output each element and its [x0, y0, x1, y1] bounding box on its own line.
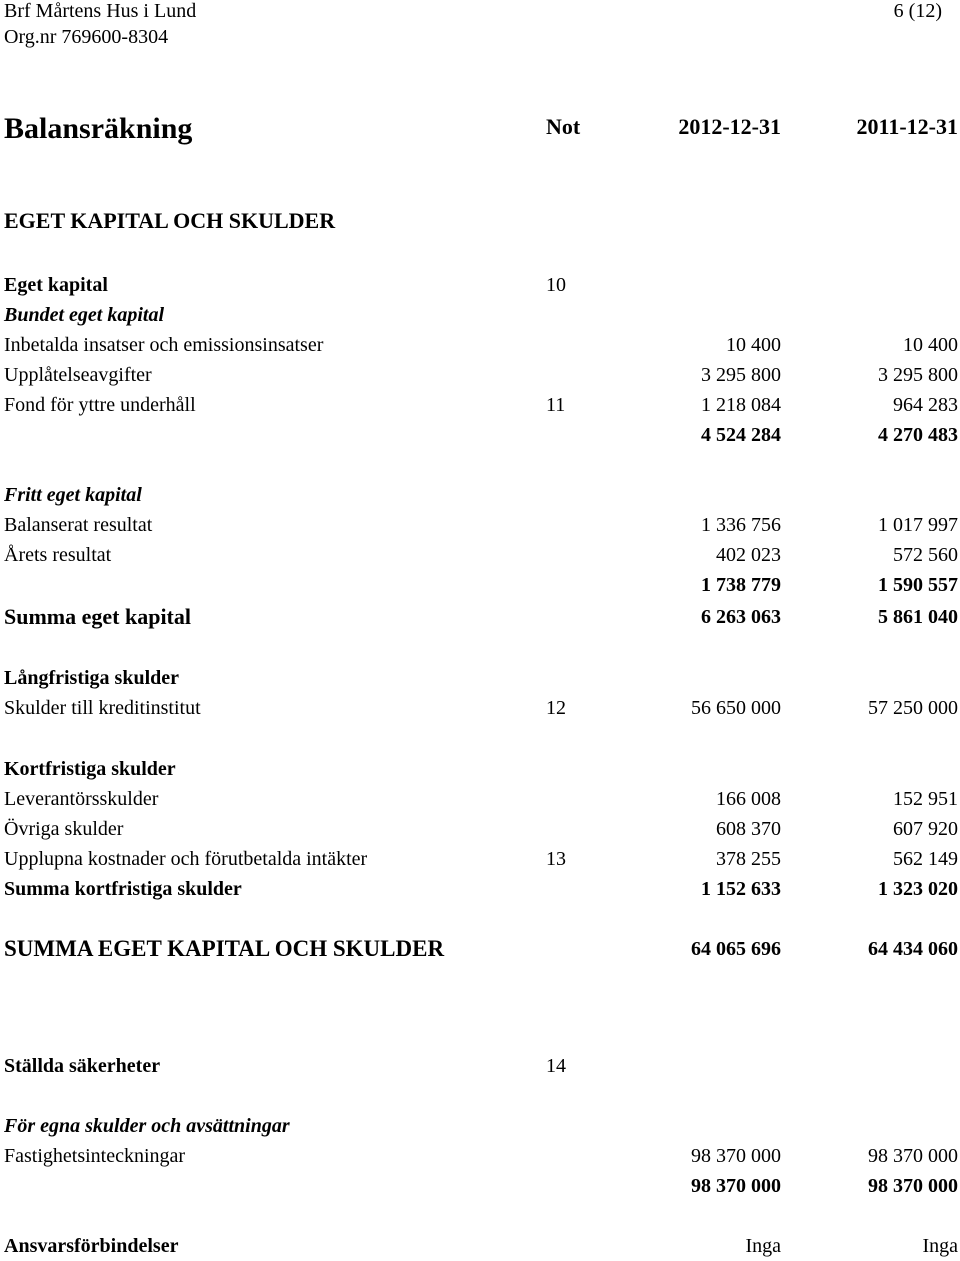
- row-value-previous: 572 560: [893, 544, 958, 566]
- row-label: Leverantörsskulder: [4, 788, 159, 810]
- row-label: Årets resultat: [4, 544, 112, 566]
- page-number: 6 (12): [893, 0, 942, 22]
- row-ovriga-skulder: [0, 814, 960, 844]
- row-eget-kapital: [0, 270, 960, 300]
- column-header-current: 2012-12-31: [678, 114, 781, 139]
- row-value-current: 98 370 000: [691, 1175, 781, 1197]
- row-label: Fastighetsinteckningar: [4, 1145, 186, 1167]
- org-number: Org.nr 769600-8304: [4, 26, 169, 48]
- row-value-previous: 1 590 557: [878, 574, 958, 596]
- row-value-previous: 1 323 020: [878, 878, 958, 900]
- row-subtotal-fritt: [0, 570, 960, 600]
- row-value-current: 166 008: [716, 788, 781, 810]
- row-fond-yttre-underhall: [0, 390, 960, 420]
- section-title: EGET KAPITAL OCH SKULDER: [4, 208, 336, 233]
- row-upplatelseavgifter: [0, 360, 960, 390]
- row-label: Summa eget kapital: [4, 604, 191, 629]
- row-value-previous: Inga: [922, 1235, 958, 1257]
- row-label: SUMMA EGET KAPITAL OCH SKULDER: [4, 936, 445, 961]
- row-label: Långfristiga skulder: [4, 667, 180, 689]
- row-balanserat-resultat: [0, 510, 960, 540]
- row-value-current: 98 370 000: [691, 1145, 781, 1167]
- row-summa-eget-kapital: [0, 602, 960, 632]
- row-value-previous: 10 400: [903, 334, 958, 356]
- row-for-egna-skulder: [0, 1111, 960, 1141]
- row-leverantorsskulder: [0, 784, 960, 814]
- column-header-note: Not: [546, 114, 581, 139]
- row-note: 13: [546, 848, 566, 870]
- row-label: Upplåtelseavgifter: [4, 364, 152, 386]
- row-label: Skulder till kreditinstitut: [4, 697, 201, 719]
- row-value-current: 3 295 800: [701, 364, 781, 386]
- row-label: Balanserat resultat: [4, 514, 153, 536]
- row-label: Kortfristiga skulder: [4, 758, 176, 780]
- row-value-current: 378 255: [716, 848, 781, 870]
- row-value-current: 1 336 756: [701, 514, 781, 536]
- row-value-current: 6 263 063: [701, 606, 781, 628]
- row-langfristiga-skulder: [0, 663, 960, 693]
- page-title: Balansräkning: [4, 112, 193, 145]
- row-label: Summa kortfristiga skulder: [4, 878, 242, 900]
- row-summa-kortfristiga: [0, 874, 960, 904]
- row-fastighetsinteckningar: [0, 1141, 960, 1171]
- row-stallda-sakerheter: [0, 1051, 960, 1081]
- row-value-previous: 64 434 060: [868, 938, 958, 960]
- row-value-previous: 98 370 000: [868, 1175, 958, 1197]
- row-note: 11: [546, 394, 566, 416]
- row-value-current: 56 650 000: [691, 697, 781, 719]
- row-value-previous: 4 270 483: [878, 424, 958, 446]
- row-value-current: 4 524 284: [701, 424, 781, 446]
- row-fritt-eget-kapital: [0, 480, 960, 510]
- row-label: Fond för yttre underhåll: [4, 394, 196, 416]
- row-ansvarsforbindelser: [0, 1231, 960, 1261]
- row-skulder-kreditinstitut: [0, 693, 960, 723]
- row-value-previous: 98 370 000: [868, 1145, 958, 1167]
- row-bundet-eget-kapital: [0, 300, 960, 330]
- row-value-previous: 562 149: [893, 848, 958, 870]
- row-value-previous: 3 295 800: [878, 364, 958, 386]
- row-arets-resultat: [0, 540, 960, 570]
- org-name: Brf Mårtens Hus i Lund: [4, 0, 197, 22]
- row-value-current: 1 218 084: [701, 394, 781, 416]
- row-value-current: 1 738 779: [701, 574, 781, 596]
- row-label: Eget kapital: [4, 274, 108, 296]
- row-value-current: 64 065 696: [691, 938, 781, 960]
- row-upplupna-kostnader: [0, 844, 960, 874]
- column-header-previous: 2011-12-31: [856, 114, 958, 139]
- row-summa-eget-kapital-och-skulder: [0, 934, 960, 964]
- row-label: Övriga skulder: [4, 818, 124, 840]
- row-value-current: 402 023: [716, 544, 781, 566]
- row-subtotal-sakerheter: [0, 1171, 960, 1201]
- row-note: 10: [546, 274, 566, 296]
- row-label: Ansvarsförbindelser: [4, 1235, 179, 1257]
- row-value-previous: 152 951: [893, 788, 958, 810]
- row-value-current: 10 400: [726, 334, 781, 356]
- row-label: Bundet eget kapital: [4, 304, 164, 326]
- row-label: Fritt eget kapital: [4, 484, 142, 506]
- row-label: Ställda säkerheter: [4, 1055, 161, 1077]
- row-value-current: Inga: [745, 1235, 781, 1257]
- row-label: Inbetalda insatser och emissionsinsatser: [4, 334, 324, 356]
- row-label: Upplupna kostnader och förutbetalda intäkter: [4, 848, 368, 870]
- row-label: För egna skulder och avsättningar: [4, 1115, 290, 1137]
- row-inbetalda-insatser: [0, 330, 960, 360]
- row-note: 14: [546, 1055, 566, 1077]
- row-value-previous: 1 017 997: [878, 514, 958, 536]
- row-value-current: 1 152 633: [701, 878, 781, 900]
- row-value-previous: 607 920: [893, 818, 958, 840]
- row-value-previous: 57 250 000: [868, 697, 958, 719]
- row-value-previous: 964 283: [893, 394, 958, 416]
- row-note: 12: [546, 697, 566, 719]
- row-value-current: 608 370: [716, 818, 781, 840]
- row-value-previous: 5 861 040: [878, 606, 958, 628]
- row-subtotal-bundet: [0, 420, 960, 450]
- row-kortfristiga-skulder: [0, 754, 960, 784]
